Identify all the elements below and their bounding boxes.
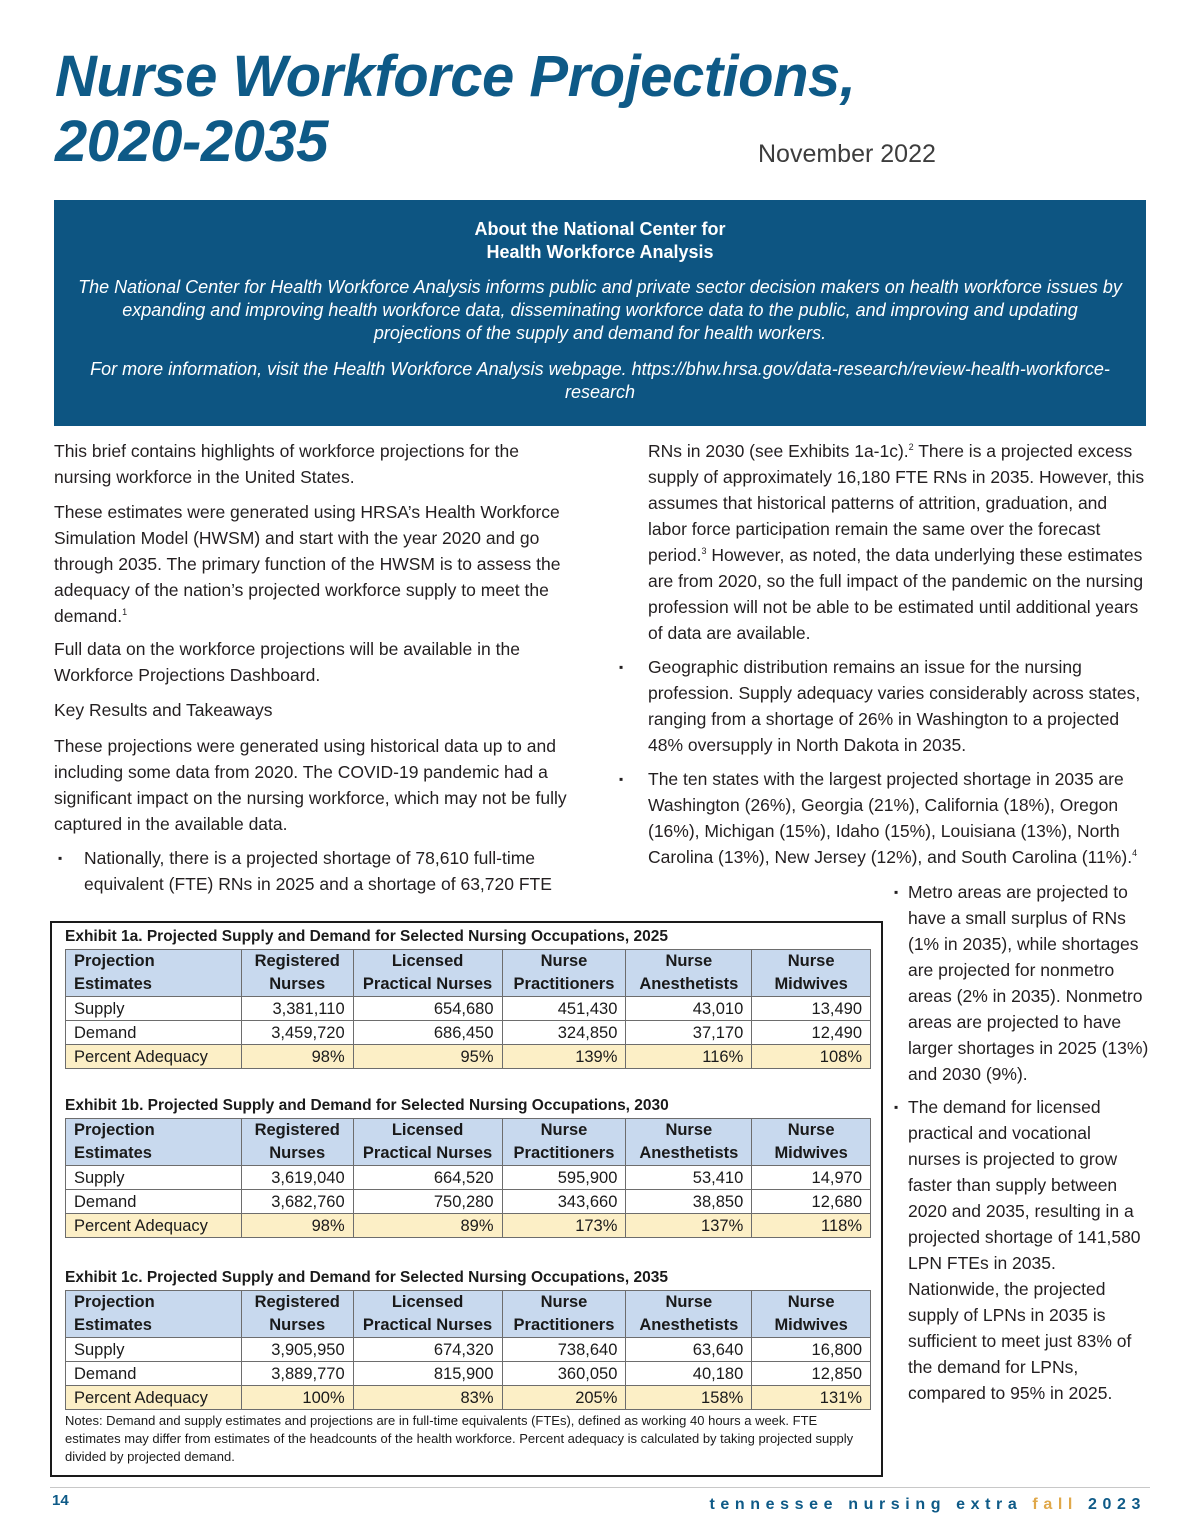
header-nurse-midwives: Nurse Midwives: [752, 1291, 871, 1338]
cell: 13,490: [752, 997, 871, 1021]
cell: 12,850: [752, 1362, 871, 1386]
bullet-ten-states: [648, 766, 1148, 870]
header-projection-estimates: Projection Estimates: [66, 1291, 242, 1338]
key-results-heading: Key Results and Takeaways: [54, 700, 273, 720]
hwsm-paragraph: [54, 499, 582, 629]
table-row: [66, 1021, 871, 1045]
table-row: [66, 1190, 871, 1214]
cell: 686,450: [353, 1021, 502, 1045]
publication-footer: [710, 1496, 1147, 1514]
header-projection-estimates: Projection Estimates: [66, 1119, 242, 1166]
row-label: Demand: [66, 1190, 242, 1214]
table-row: [66, 1362, 871, 1386]
cell: 116%: [626, 1045, 752, 1069]
covid-paragraph: These projections were generated using historical data up to and including some data from 2020. The COVID-19 pandemic had a significant impact on the nursing workforce, which may not be fully captured in the available data.: [54, 736, 567, 834]
publication-date: November 2022: [758, 140, 936, 168]
exhibit-1b-title: Exhibit 1b. Projected Supply and Demand for Selected Nursing Occupations, 2030: [65, 1097, 669, 1114]
cell: 37,170: [626, 1021, 752, 1045]
page-title: [55, 44, 855, 174]
cell: 3,381,110: [241, 997, 353, 1021]
cell: 738,640: [502, 1338, 626, 1362]
exhibits-box: [50, 921, 883, 1477]
cell: 63,640: [626, 1338, 752, 1362]
cell: 158%: [626, 1386, 752, 1410]
exhibit-1c-title: Exhibit 1c. Projected Supply and Demand for Selected Nursing Occupations, 2035: [65, 1269, 668, 1286]
cell: 360,050: [502, 1362, 626, 1386]
cell: 3,619,040: [241, 1166, 353, 1190]
table-header-row: [66, 1119, 871, 1166]
bullet-marker: ▪: [619, 772, 624, 786]
cell: 43,010: [626, 997, 752, 1021]
about-more-info: For more information, visit the Health Workforce Analysis webpage. https://bhw.hrsa.gov/data-research/review-health-workforce-research: [90, 359, 1110, 402]
header-nurse-practitioners: Nurse Practitioners: [502, 1291, 626, 1338]
cell: 89%: [353, 1214, 502, 1238]
publication-name: tennessee nursing extra: [709, 1496, 1023, 1513]
row-label: Demand: [66, 1021, 242, 1045]
footnote-4: 4: [1132, 848, 1138, 859]
header-nurse-practitioners: Nurse Practitioners: [502, 1119, 626, 1166]
header-registered-nurses: Registered Nurses: [241, 1291, 353, 1338]
title-line-1: Nurse Workforce Projections,: [55, 44, 856, 109]
bullet-geographic: Geographic distribution remains an issue for the nursing profession. Supply adequacy varies considerably across states, ranging from a shortage of 26% in Washington to a projected 48% oversupply in North Dakota in 2035.: [648, 657, 1141, 755]
header-nurse-midwives: Nurse Midwives: [752, 1119, 871, 1166]
hwsm-text: These estimates were generated using HRSA’s Health Workforce Simulation Model (HWSM) and start with the year 2020 and go through 2035. The primary function of the HWSM is to assess the adequacy of the nation’s projected workforce supply to meet the demand.: [54, 502, 561, 626]
cell: 98%: [241, 1214, 353, 1238]
cell: 14,970: [752, 1166, 871, 1190]
header-nurse-anesthetists: Nurse Anesthetists: [626, 950, 752, 997]
exhibit-1a-table: [65, 949, 871, 1069]
about-heading-line-2: Health Workforce Analysis: [486, 242, 714, 262]
table-header-row: [66, 1291, 871, 1338]
cell: 173%: [502, 1214, 626, 1238]
header-nurse-anesthetists: Nurse Anesthetists: [626, 1119, 752, 1166]
about-heading: [78, 218, 1122, 264]
cell: 131%: [752, 1386, 871, 1410]
cell: 343,660: [502, 1190, 626, 1214]
about-heading-line-1: About the National Center for: [474, 219, 726, 239]
row-label: Percent Adequacy: [66, 1386, 242, 1410]
cell: 750,280: [353, 1190, 502, 1214]
cell: 53,410: [626, 1166, 752, 1190]
continuation-text-b: There is a projected excess supply of approximately 16,180 FTE RNs in 2035. However, this assumes that historical patterns of attrition, graduation, and labor force participation remain the same over the forecast period.: [648, 441, 1145, 565]
cell: 12,680: [752, 1190, 871, 1214]
table-row-percent-adequacy: [66, 1386, 871, 1410]
cell: 815,900: [353, 1362, 502, 1386]
footnote-1: 1: [122, 607, 128, 618]
ten-states-text: The ten states with the largest projected shortage in 2035 are Washington (26%), Georgia (21%), California (18%), Oregon (16%), Michigan (15%), Idaho (15%), Louisiana (13%), North Carolina (13%), New Jersey (12%), and South Carolina (11%).: [648, 769, 1133, 867]
title-line-2: 2020-2035: [55, 109, 328, 174]
exhibit-1b-table: [65, 1118, 871, 1238]
dashboard-paragraph: Full data on the workforce projections will be available in the Workforce Projections Dashboard.: [54, 639, 520, 685]
cell: 3,682,760: [241, 1190, 353, 1214]
exhibit-1c-table: [65, 1290, 871, 1410]
bullet-marker: ▪: [58, 851, 63, 865]
row-label: Supply: [66, 1338, 242, 1362]
cell: 3,905,950: [241, 1338, 353, 1362]
cell: 40,180: [626, 1362, 752, 1386]
publication-season: fall: [1032, 1496, 1078, 1513]
table-header-row: [66, 950, 871, 997]
exhibit-1a-title: Exhibit 1a. Projected Supply and Demand for Selected Nursing Occupations, 2025: [65, 928, 668, 945]
cell: 3,459,720: [241, 1021, 353, 1045]
header-licensed-practical-nurses: Licensed Practical Nurses: [353, 950, 502, 997]
about-box: [54, 200, 1146, 426]
bullet-metro-areas: Metro areas are projected to have a small surplus of RNs (1% in 2035), while shortages are projected for nonmetro areas (2% in 2035). Nonmetro areas are projected to have larger shortages in 2025 (13%) and 2030 (9%).: [908, 882, 1149, 1084]
bullet-national-shortage: Nationally, there is a projected shortage of 78,610 full-time equivalent (FTE) RNs in 2025 and a shortage of 63,720 FTE: [84, 848, 552, 894]
continuation-text-c: However, as noted, the data underlying these estimates are from 2020, so the full impact of the pandemic on the nursing profession will not be able to be estimated until additional years of data are available.: [648, 545, 1144, 643]
header-registered-nurses: Registered Nurses: [241, 950, 353, 997]
cell: 137%: [626, 1214, 752, 1238]
continuation-text-a: RNs in 2030 (see Exhibits 1a-1c).: [648, 441, 909, 461]
row-label: Supply: [66, 1166, 242, 1190]
row-label: Demand: [66, 1362, 242, 1386]
footer-divider: [50, 1487, 1150, 1488]
footnote-2: 2: [908, 442, 914, 453]
cell: 16,800: [752, 1338, 871, 1362]
cell: 595,900: [502, 1166, 626, 1190]
table-row-percent-adequacy: [66, 1214, 871, 1238]
header-registered-nurses: Registered Nurses: [241, 1119, 353, 1166]
cell: 100%: [241, 1386, 353, 1410]
cell: 108%: [752, 1045, 871, 1069]
bullet-lpn-demand: The demand for licensed practical and vocational nurses is projected to grow faster than supply between 2020 and 2035, resulting in a projected shortage of 141,580 LPN FTEs in 2035. Nationwide, the projected supply of LPNs in 2035 is sufficient to meet just 83% of the demand for LPNs, compared to 95% in 2025.: [908, 1097, 1141, 1403]
continuation-paragraph: [648, 438, 1148, 646]
row-label: Percent Adequacy: [66, 1045, 242, 1069]
bullet-marker: ▪: [894, 885, 899, 899]
cell: 98%: [241, 1045, 353, 1069]
publication-year: 2023: [1088, 1496, 1146, 1513]
intro-paragraph: This brief contains highlights of workforce projections for the nursing workforce in the United States.: [54, 441, 519, 487]
header-nurse-practitioners: Nurse Practitioners: [502, 950, 626, 997]
table-row: [66, 997, 871, 1021]
bullet-marker: ▪: [894, 1100, 899, 1114]
cell: 118%: [752, 1214, 871, 1238]
cell: 654,680: [353, 997, 502, 1021]
cell: 83%: [353, 1386, 502, 1410]
table-row: [66, 1338, 871, 1362]
exhibit-notes: Notes: Demand and supply estimates and projections are in full-time equivalents (FTEs), defined as working 40 hours a week. FTE estimates may differ from estimates of the headcounts of the health workforce. Percent adequacy is calculated by taking projected supply divided by projected demand.: [65, 1413, 854, 1464]
header-licensed-practical-nurses: Licensed Practical Nurses: [353, 1291, 502, 1338]
about-description: The National Center for Health Workforce Analysis informs public and private sector decision makers on health workforce issues by expanding and improving health workforce data, disseminating workforce data to the public, and improving and updating projections of the supply and demand for health workers.: [78, 277, 1122, 343]
header-nurse-midwives: Nurse Midwives: [752, 950, 871, 997]
header-licensed-practical-nurses: Licensed Practical Nurses: [353, 1119, 502, 1166]
header-nurse-anesthetists: Nurse Anesthetists: [626, 1291, 752, 1338]
cell: 95%: [353, 1045, 502, 1069]
row-label: Percent Adequacy: [66, 1214, 242, 1238]
table-row-percent-adequacy: [66, 1045, 871, 1069]
cell: 205%: [502, 1386, 626, 1410]
cell: 3,889,770: [241, 1362, 353, 1386]
table-row: [66, 1166, 871, 1190]
header-projection-estimates: Projection Estimates: [66, 950, 242, 997]
cell: 674,320: [353, 1338, 502, 1362]
cell: 38,850: [626, 1190, 752, 1214]
bullet-marker: ▪: [619, 660, 624, 674]
page-number: 14: [52, 1492, 69, 1509]
cell: 324,850: [502, 1021, 626, 1045]
footnote-3: 3: [701, 546, 707, 557]
cell: 12,490: [752, 1021, 871, 1045]
cell: 451,430: [502, 997, 626, 1021]
cell: 139%: [502, 1045, 626, 1069]
cell: 664,520: [353, 1166, 502, 1190]
row-label: Supply: [66, 997, 242, 1021]
